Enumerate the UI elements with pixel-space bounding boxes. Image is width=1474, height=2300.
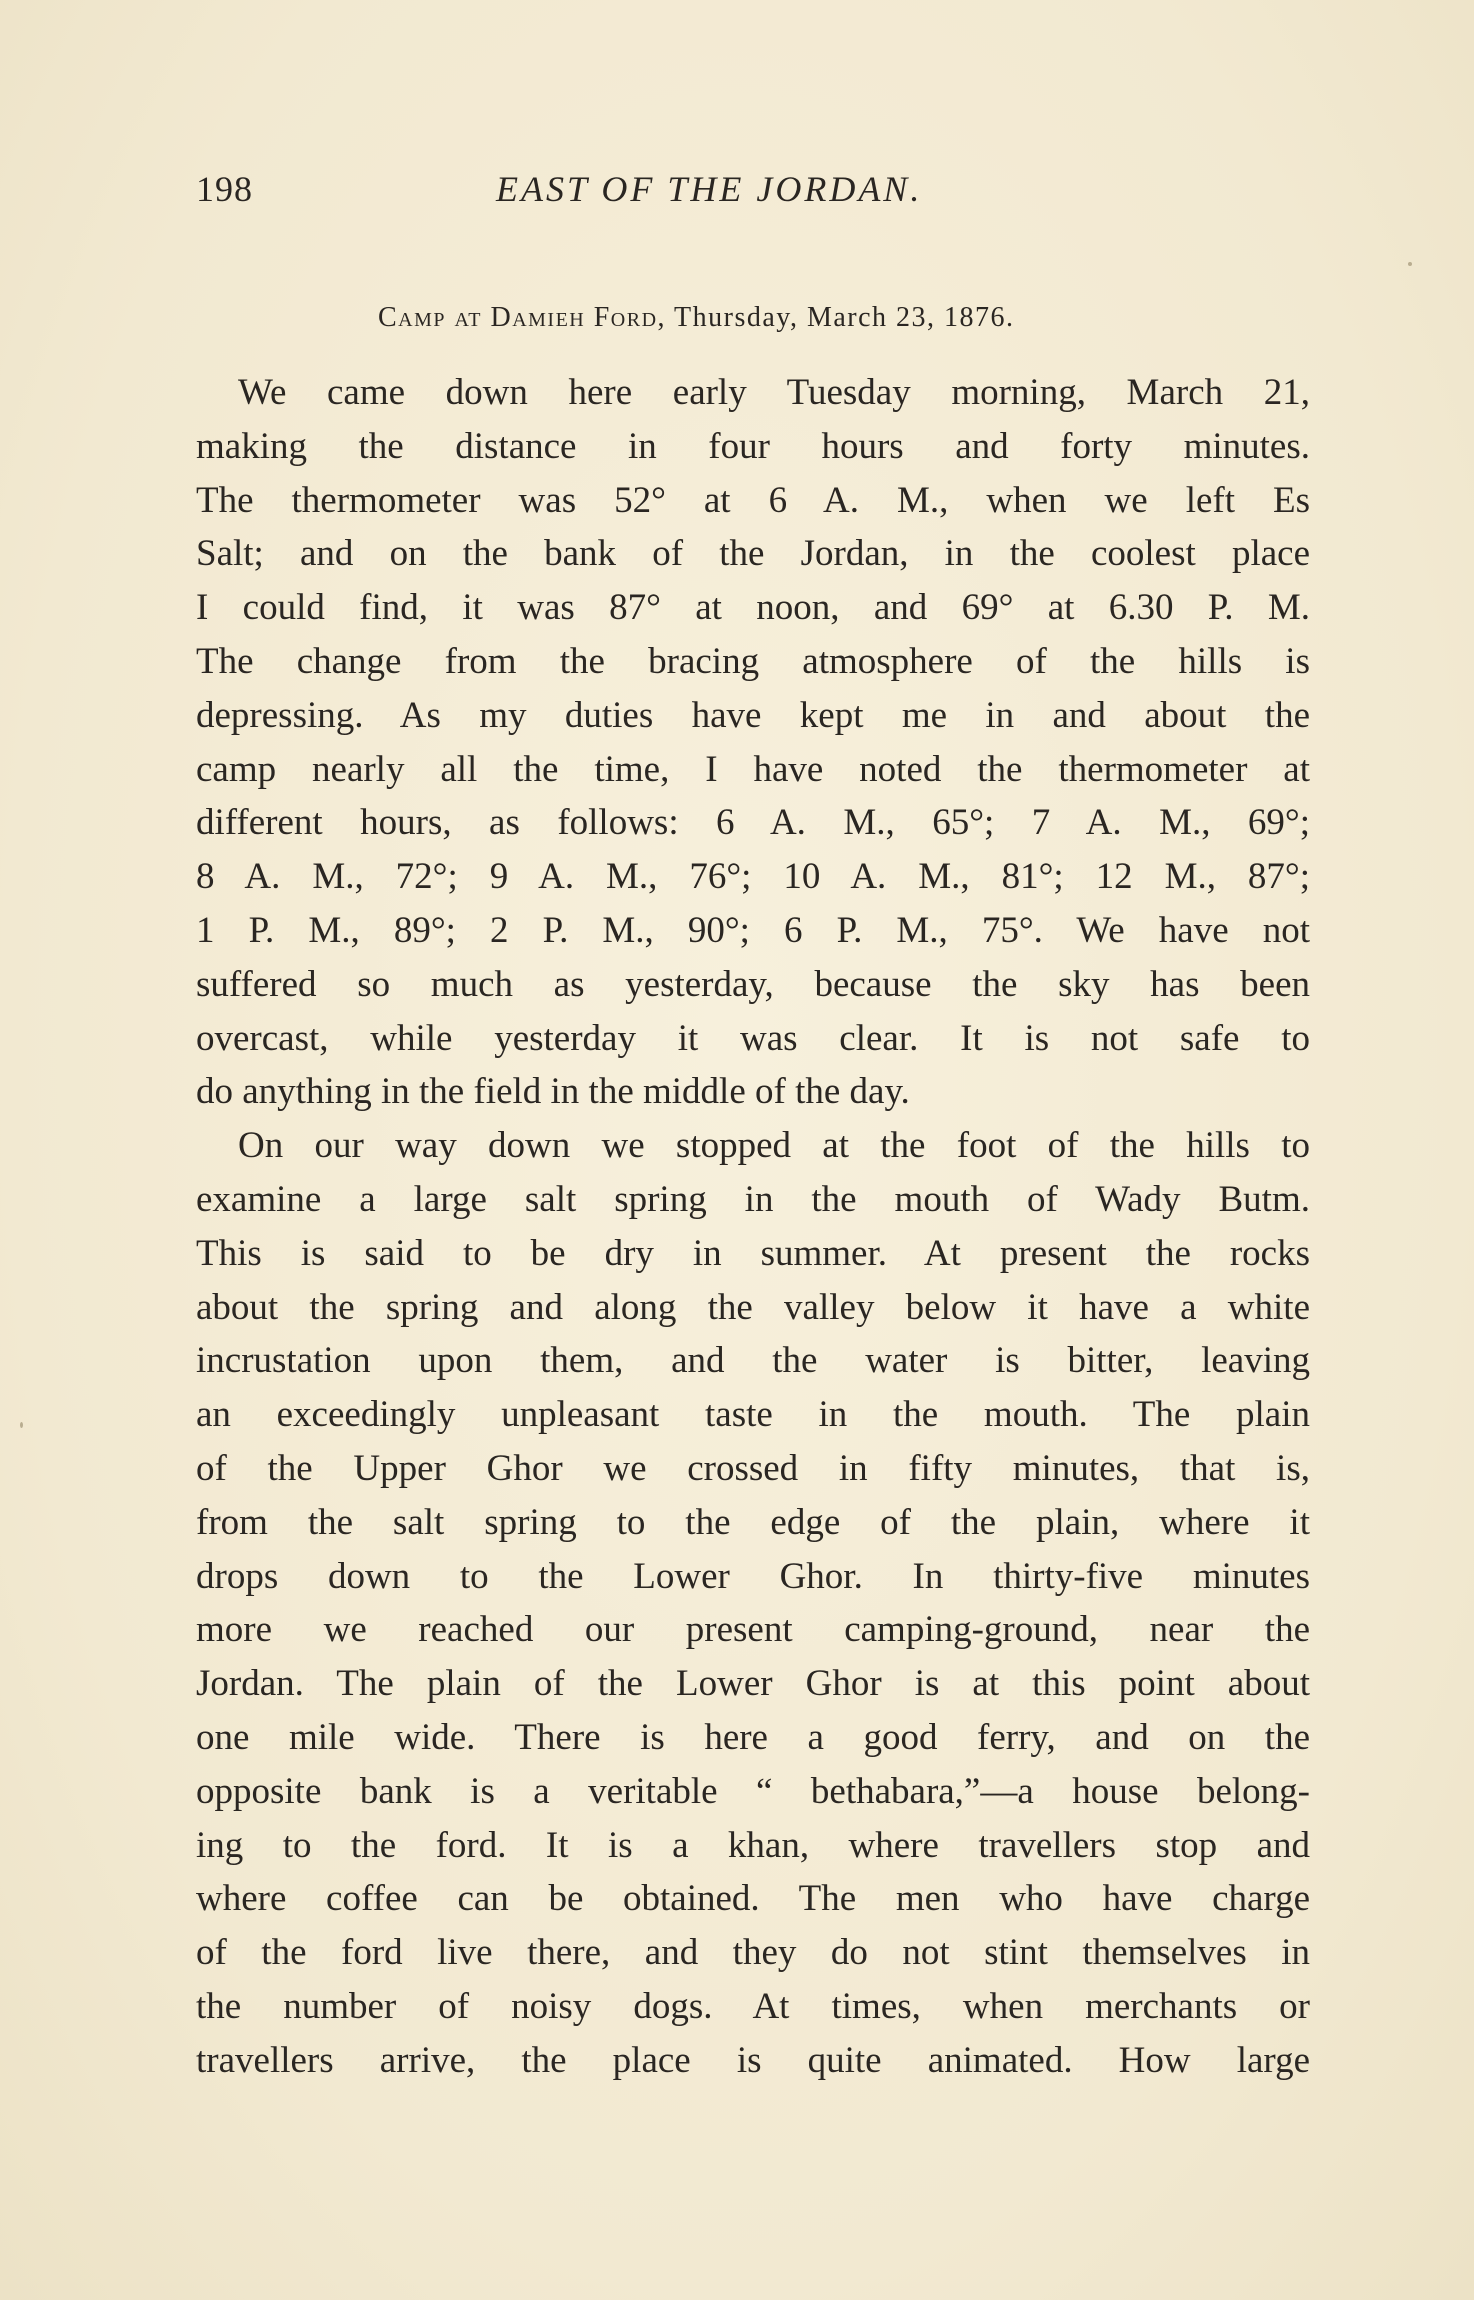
body-text — [196, 366, 1310, 2088]
text-line: ing to the ford. It is a khan, where travellers stop and — [196, 1824, 1310, 1866]
text-line: making the distance in four hours and forty minutes. — [196, 425, 1310, 467]
text-line: I could find, it was 87° at noon, and 69° at 6.30 P. M. — [196, 587, 1310, 629]
text-line: overcast, while yesterday it was clear. It is not safe to — [196, 1017, 1310, 1059]
text-line: from the salt spring to the edge of the plain, where it — [196, 1501, 1310, 1543]
text-line: opposite bank is a veritable “ bethabara,”—a house belong- — [196, 1770, 1310, 1812]
text-line: incrustation upon them, and the water is bitter, leaving — [196, 1340, 1310, 1382]
text-line: Salt; and on the bank of the Jordan, in the coolest place — [196, 533, 1310, 575]
text-line: examine a large salt spring in the mouth of Wady Butm. — [196, 1178, 1310, 1220]
text-line: about the spring and along the valley below it have a white — [196, 1286, 1310, 1328]
text-line: 1 P. M., 89°; 2 P. M., 90°; 6 P. M., 75°. We have not — [196, 909, 1310, 951]
dateline — [378, 302, 1015, 334]
page-header — [196, 168, 1306, 218]
text-line: suffered so much as yesterday, because the sky has been — [196, 963, 1310, 1005]
text-line: The change from the bracing atmosphere of the hills is — [196, 640, 1310, 682]
text-line: This is said to be dry in summer. At present the rocks — [196, 1232, 1310, 1274]
paper-speck — [20, 1422, 23, 1428]
text-line: different hours, as follows: 6 A. M., 65°; 7 A. M., 69°; — [196, 802, 1310, 844]
text-line: depressing. As my duties have kept me in and about the — [196, 694, 1310, 736]
text-line: drops down to the Lower Ghor. In thirty-five minutes — [196, 1555, 1310, 1597]
text-line: On our way down we stopped at the foot of the hills to — [238, 1125, 1310, 1167]
text-line: 8 A. M., 72°; 9 A. M., 76°; 10 A. M., 81°; 12 M., 87°; — [196, 856, 1310, 898]
text-line: The thermometer was 52° at 6 A. M., when we left Es — [196, 479, 1310, 521]
text-line: one mile wide. There is here a good ferry, and on the — [196, 1716, 1310, 1758]
text-line: where coffee can be obtained. The men who have charge — [196, 1878, 1310, 1920]
text-line: do anything in the field in the middle of the day. — [196, 1071, 910, 1113]
text-line: We came down here early Tuesday morning, March 21, — [238, 372, 1310, 413]
text-line: camp nearly all the time, I have noted the thermometer at — [196, 748, 1310, 790]
dateline-date: Thursday, March 23, 1876. — [674, 302, 1015, 333]
page-number: 198 — [196, 169, 253, 209]
text-line: the number of noisy dogs. At times, when merchants or — [196, 1985, 1310, 2027]
text-line: of the ford live there, and they do not stint themselves in — [196, 1932, 1310, 1974]
running-head: EAST OF THE JORDAN. — [496, 169, 923, 209]
text-line: of the Upper Ghor we crossed in fifty minutes, that is, — [196, 1447, 1310, 1489]
text-line: travellers arrive, the place is quite animated. How large — [196, 2039, 1310, 2081]
paper-speck — [1408, 262, 1412, 266]
text-line: an exceedingly unpleasant taste in the mouth. The plain — [196, 1394, 1310, 1436]
text-line: more we reached our present camping-ground, near the — [196, 1609, 1310, 1651]
dateline-place: Camp at Damieh Ford, — [378, 302, 667, 333]
text-line: Jordan. The plain of the Lower Ghor is at this point about — [196, 1663, 1310, 1705]
